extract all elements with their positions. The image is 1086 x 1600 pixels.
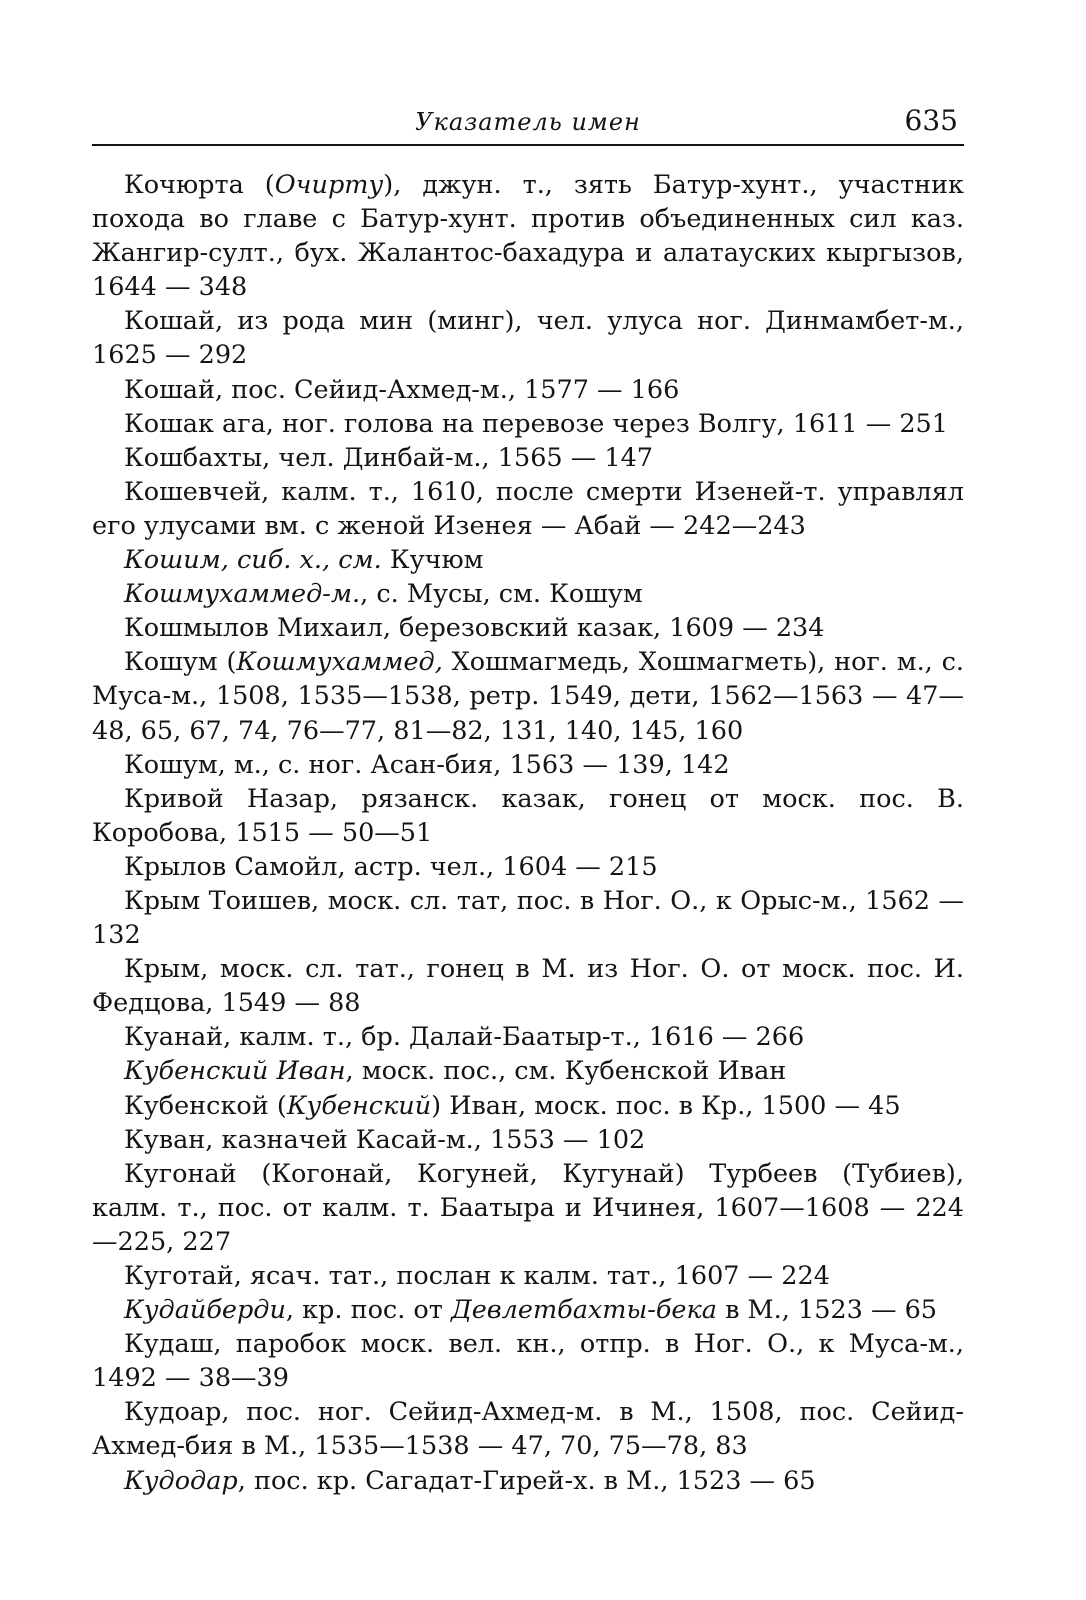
index-entry: [92, 611, 964, 645]
entry-text: Кошум (: [124, 647, 237, 678]
entry-text: ), джун. т., зять Батур-хунт., участник похода во главе с Батур-хунт. против объединенных сил каз. Жангир-султ., бух. Жалантос-бахадура и алатауских кыргызов, 1644 — 348: [92, 170, 964, 303]
entry-text: Куготай, ясач. тат., послан к калм. тат., 1607 — 224: [124, 1261, 830, 1291]
index-entry: [92, 1157, 964, 1259]
entry-text: Крылов Самойл, астр. чел., 1604 — 215: [124, 851, 658, 882]
index-entry: [92, 407, 964, 441]
index-entry: [92, 1054, 964, 1088]
entry-text: Кугонай (Когонай, Когуней, Кугунай) Турбеев (Тубиев), калм. т., пос. от калм. т. Баатыра и Ичинея, 1607—1608 — 224—225, 227: [92, 1158, 964, 1257]
entry-text: Крым Тоишев, моск. сл. тат, пос. в Ног. О., к Орыс-м., 1562 — 132: [92, 885, 964, 951]
header-title: Указатель имен: [415, 108, 641, 136]
entry-text: Куанай, калм. т., бр. Далай-Баатыр-т., 1616 — 266: [124, 1022, 805, 1053]
entry-text: Кубенской (: [124, 1090, 287, 1121]
entry-text: Кошак ага, ног. голова на перевозе через Волгу, 1611 — 251: [124, 408, 949, 439]
entry-italic-text: Кудайберди: [124, 1295, 286, 1326]
index-entry: [92, 475, 964, 543]
index-entry: [92, 884, 964, 952]
index-entries: [92, 168, 964, 1498]
entry-text: Кудоар, пос. ног. Сейид-Ахмед-м. в М., 1508, пос. Сейид-Ахмед-бия в М., 1535—1538 — 47, 70, 75—78, 83: [92, 1397, 964, 1462]
index-entry: [92, 1464, 964, 1498]
index-entry: [92, 1327, 964, 1395]
index-entry: [92, 748, 964, 782]
index-entry: [92, 1123, 964, 1157]
index-entry: [92, 1259, 964, 1293]
entry-text: Кошмылов Михаил, березовский казак, 1609 — 234: [124, 613, 825, 644]
index-entry: [92, 1089, 964, 1123]
entry-italic-text: Девлетбахты-бека: [450, 1295, 717, 1326]
index-entry: [92, 577, 964, 611]
entry-text: , пос. кр. Сагадат-Гирей-х. в М., 1523 — 65: [237, 1465, 816, 1496]
entry-italic-text: Кошмухаммед-м.: [124, 579, 361, 610]
index-entry: [92, 304, 964, 372]
index-entry: [92, 1395, 964, 1463]
entry-italic-text: Кубенский Иван: [124, 1056, 346, 1087]
index-entry: [92, 645, 964, 747]
index-entry: [92, 1020, 964, 1054]
index-entry: [92, 441, 964, 475]
index-entry: [92, 543, 964, 577]
entry-italic-text: Кошмухаммед,: [236, 647, 443, 678]
entry-text: Хошмагмедь, Хошмагметь), ног. м., с. Муса-м., 1508, 1535—1538, ретр. 1549, дети, 1562—1563 — 47—48, 65, 67, 74, 76—77, 81—82, 131, 140, 145, 160: [92, 647, 964, 746]
entry-text: Куван, казначей Касай-м., 1553 — 102: [124, 1124, 646, 1155]
entry-italic-text: Очирту: [274, 170, 384, 200]
index-entry: [92, 850, 964, 884]
entry-text: Кошум, м., с. ног. Асан-бия, 1563 — 139, 142: [124, 749, 730, 780]
entry-text: Кошай, пос. Сейид-Ахмед-м., 1577 — 166: [124, 374, 680, 405]
index-entry: [92, 168, 964, 304]
entry-text: , с. Мусы, см. Кошум: [360, 579, 643, 610]
entry-italic-text: Кудодар: [124, 1465, 238, 1496]
entry-text: Кочюрта (: [124, 170, 275, 200]
entry-text: Крым, моск. сл. тат., гонец в М. из Ног. О. от моск. пос. И. Федцова, 1549 — 88: [92, 954, 964, 1019]
entry-italic-text: Кубенский: [286, 1090, 432, 1121]
entry-italic-text: Кошим, сиб. х., см.: [124, 545, 382, 576]
entry-text: , кр. пос. от: [285, 1295, 451, 1326]
entry-text: в М., 1523 — 65: [716, 1295, 938, 1326]
entry-text: Кошай, из рода мин (минг), чел. улуса ног. Динмамбет-м., 1625 — 292: [92, 306, 964, 371]
entry-text: Кошбахты, чел. Динбай-м., 1565 — 147: [124, 442, 654, 473]
index-entry: [92, 1293, 964, 1327]
entry-text: ) Иван, моск. пос. в Кр., 1500 — 45: [431, 1090, 901, 1121]
entry-text: Кошевчей, калм. т., 1610, после смерти Изеней-т. управлял его улусами вм. с женой Изенея — Абай — 242—243: [92, 476, 964, 541]
entry-text: Кудаш, паробок моск. вел. кн., отпр. в Ног. О., к Муса-м., 1492 — 38—39: [92, 1329, 964, 1394]
entry-text: Кучюм: [381, 545, 484, 576]
page-number: 635: [904, 104, 958, 137]
index-entry: [92, 373, 964, 407]
index-entry: [92, 782, 964, 850]
index-entry: [92, 952, 964, 1020]
entry-text: Кривой Назар, рязанск. казак, гонец от моск. пос. В. Коробова, 1515 — 50—51: [92, 783, 964, 848]
entry-text: , моск. пос., см. Кубенской Иван: [345, 1056, 787, 1087]
running-header: [92, 104, 964, 146]
